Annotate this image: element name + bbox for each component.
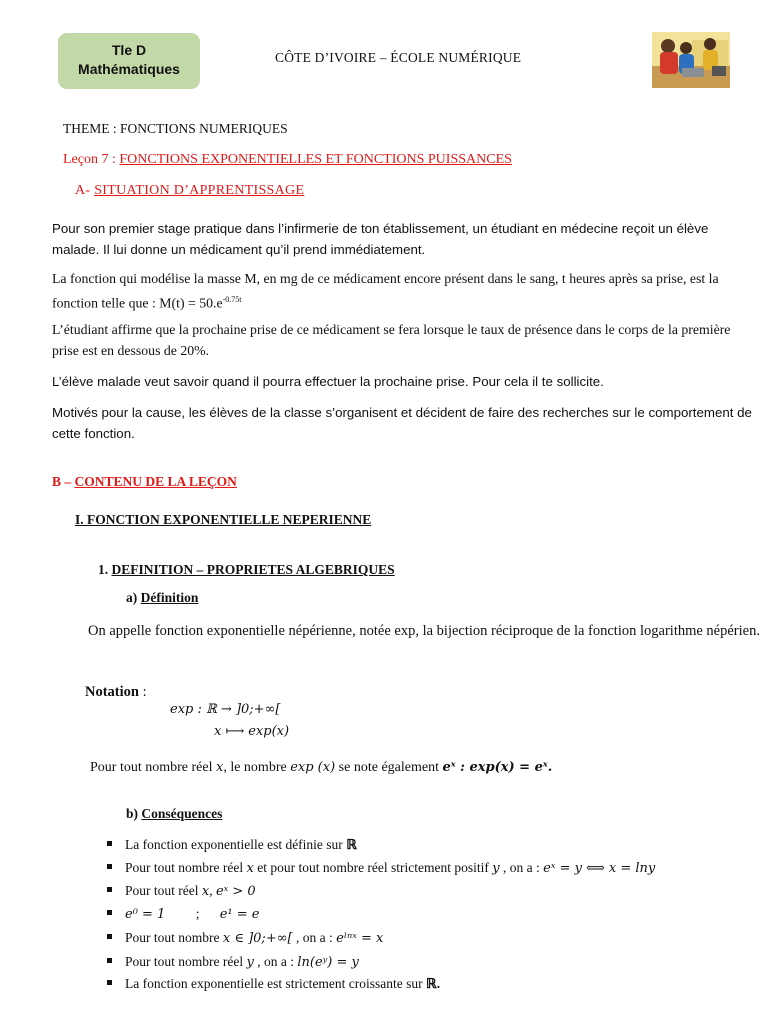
- list-item: [107, 860, 655, 876]
- math-e1: e¹ = e: [219, 907, 260, 922]
- list-item-text: Pour tout nombre réel: [125, 860, 247, 875]
- subsection-b-heading: [126, 806, 222, 822]
- bullet-icon: [107, 864, 112, 869]
- function-exponent: -0.75t: [222, 294, 242, 304]
- math-domain: x ∈ ]0;+∞[: [222, 931, 293, 946]
- bullet-icon: [107, 841, 112, 846]
- bullet-icon: [107, 934, 112, 939]
- subsection-a-title: Définition: [140, 590, 199, 605]
- badge-subject: Mathématiques: [78, 61, 180, 77]
- list-item-text: La fonction exponentielle est définie sur: [125, 837, 347, 852]
- situation-paragraph-5: Motivés pour la cause, les élèves de la classe s’organisent et décident de faire des recherches sur le comportement de cette fonction.: [52, 405, 752, 441]
- list-item-text: Pour tout nombre réel: [125, 954, 247, 969]
- math-ln-exp: ln(eʸ) = y: [297, 955, 359, 970]
- subsection-1-number: 1.: [98, 562, 112, 577]
- notation-map-line-2: x ⟼ exp(x): [214, 724, 290, 739]
- list-item-text: et pour tout nombre réel strictement positif: [253, 860, 493, 875]
- sentence-part: Pour tout nombre réel: [90, 760, 216, 775]
- list-item-text: , on a :: [499, 860, 544, 875]
- math-r: ℝ: [426, 976, 437, 991]
- list-item: [107, 954, 359, 970]
- bullet-icon: [107, 980, 112, 985]
- subsection-1-heading: [98, 562, 395, 578]
- students-image: [652, 32, 730, 88]
- section-I-heading: I. FONCTION EXPONENTIELLE NEPERIENNE: [75, 512, 372, 527]
- situation-paragraph-4: L’élève malade veut savoir quand il pourra effectuer la prochaine prise. Pour cela il te sollicite.: [52, 374, 604, 389]
- definition-text: On appelle fonction exponentielle népérienne, notée exp, la bijection réciproque de la fonction logarithme népérien.: [88, 623, 760, 639]
- function-statement: La fonction qui modélise la masse M, en mg de ce médicament encore présent dans le sang, t heures après sa prise, est la fonction telle que : M(t) = 50.e: [52, 271, 719, 311]
- list-item-text: , on a :: [292, 930, 337, 945]
- section-b-heading: [52, 474, 237, 490]
- math-x: x: [215, 760, 224, 775]
- math-e0: e⁰ = 1: [125, 907, 166, 922]
- list-item: [107, 837, 357, 853]
- math-x: x: [201, 884, 210, 899]
- notation-sentence: [90, 760, 552, 776]
- math-exp-ln: eˡⁿˣ = x: [336, 931, 384, 946]
- subsection-b-title: Conséquences: [141, 806, 223, 821]
- notation-colon: :: [138, 684, 147, 700]
- math-x: x: [246, 861, 254, 876]
- theme-heading: THEME : FONCTIONS NUMERIQUES: [63, 121, 288, 136]
- list-item-text: Pour tout nombre: [125, 930, 223, 945]
- list-item-text: .: [436, 976, 441, 991]
- section-a-prefix: A-: [75, 183, 95, 198]
- list-item-text: Pour tout réel: [125, 883, 202, 898]
- notation-map-line-1: exp : ℝ → ]0;+∞[: [170, 702, 281, 717]
- list-item-text: La fonction exponentielle est strictement croissante sur: [125, 976, 427, 991]
- math-exp: exp (x): [290, 760, 336, 775]
- level-badge: [58, 33, 200, 89]
- section-a-title: SITUATION D’APPRENTISSAGE: [94, 183, 305, 198]
- section-b-title: CONTENU DE LA LEÇON: [74, 474, 237, 489]
- subsection-b-number: b): [126, 806, 142, 821]
- bullet-icon: [107, 910, 112, 915]
- students-illustration: [652, 32, 730, 88]
- bullet-icon: [107, 958, 112, 963]
- math-identity: : exp(x) = eˣ.: [455, 760, 553, 775]
- notation-heading: [85, 684, 147, 701]
- section-a-heading: [75, 183, 304, 199]
- badge-level: Tle D: [111, 42, 147, 58]
- situation-paragraph-3: L’étudiant affirme que la prochaine prise de ce médicament se fera lorsque le taux de présence dans le corps de la première prise est en dessous de 20%.: [52, 322, 731, 358]
- list-item-text: ;: [165, 906, 220, 921]
- subsection-a-number: a): [126, 590, 141, 605]
- lesson-name: FONCTIONS EXPONENTIELLES ET FONCTIONS PUISSANCES: [119, 152, 512, 167]
- notation-label: Notation: [85, 684, 139, 700]
- subsection-1-title: DEFINITION – PROPRIETES ALGEBRIQUES: [111, 562, 395, 577]
- math-y: y: [246, 955, 254, 970]
- math-ex: eˣ: [442, 760, 456, 775]
- math-equivalence: eˣ = y ⟺ x = lny: [543, 861, 656, 876]
- list-item: [107, 930, 383, 946]
- situation-paragraph-1: Pour son premier stage pratique dans l’infirmerie de ton établissement, un étudiant en médecine reçoit un élève malade. Il lui donne un médicament qu’il prend immédiatement.: [52, 221, 709, 257]
- section-b-prefix: B –: [52, 474, 75, 489]
- situation-paragraph-2: [52, 269, 752, 314]
- list-item: [107, 883, 256, 899]
- header-title: CÔTE D’IVOIRE – ÉCOLE NUMÉRIQUE: [275, 50, 522, 65]
- sentence-part: , le nombre: [223, 760, 291, 775]
- list-item: [107, 906, 260, 922]
- lesson-title: [63, 152, 512, 168]
- list-item-text: ,: [209, 883, 216, 898]
- subsection-a-heading: [126, 590, 198, 606]
- bullet-icon: [107, 887, 112, 892]
- list-item: [107, 976, 440, 992]
- sentence-part: se note également: [335, 760, 443, 775]
- math-positive: eˣ > 0: [215, 884, 256, 899]
- list-item-text: , on a :: [253, 954, 298, 969]
- lesson-number: Leçon 7 :: [63, 152, 120, 167]
- math-y: y: [492, 861, 500, 876]
- math-r: ℝ: [346, 837, 357, 852]
